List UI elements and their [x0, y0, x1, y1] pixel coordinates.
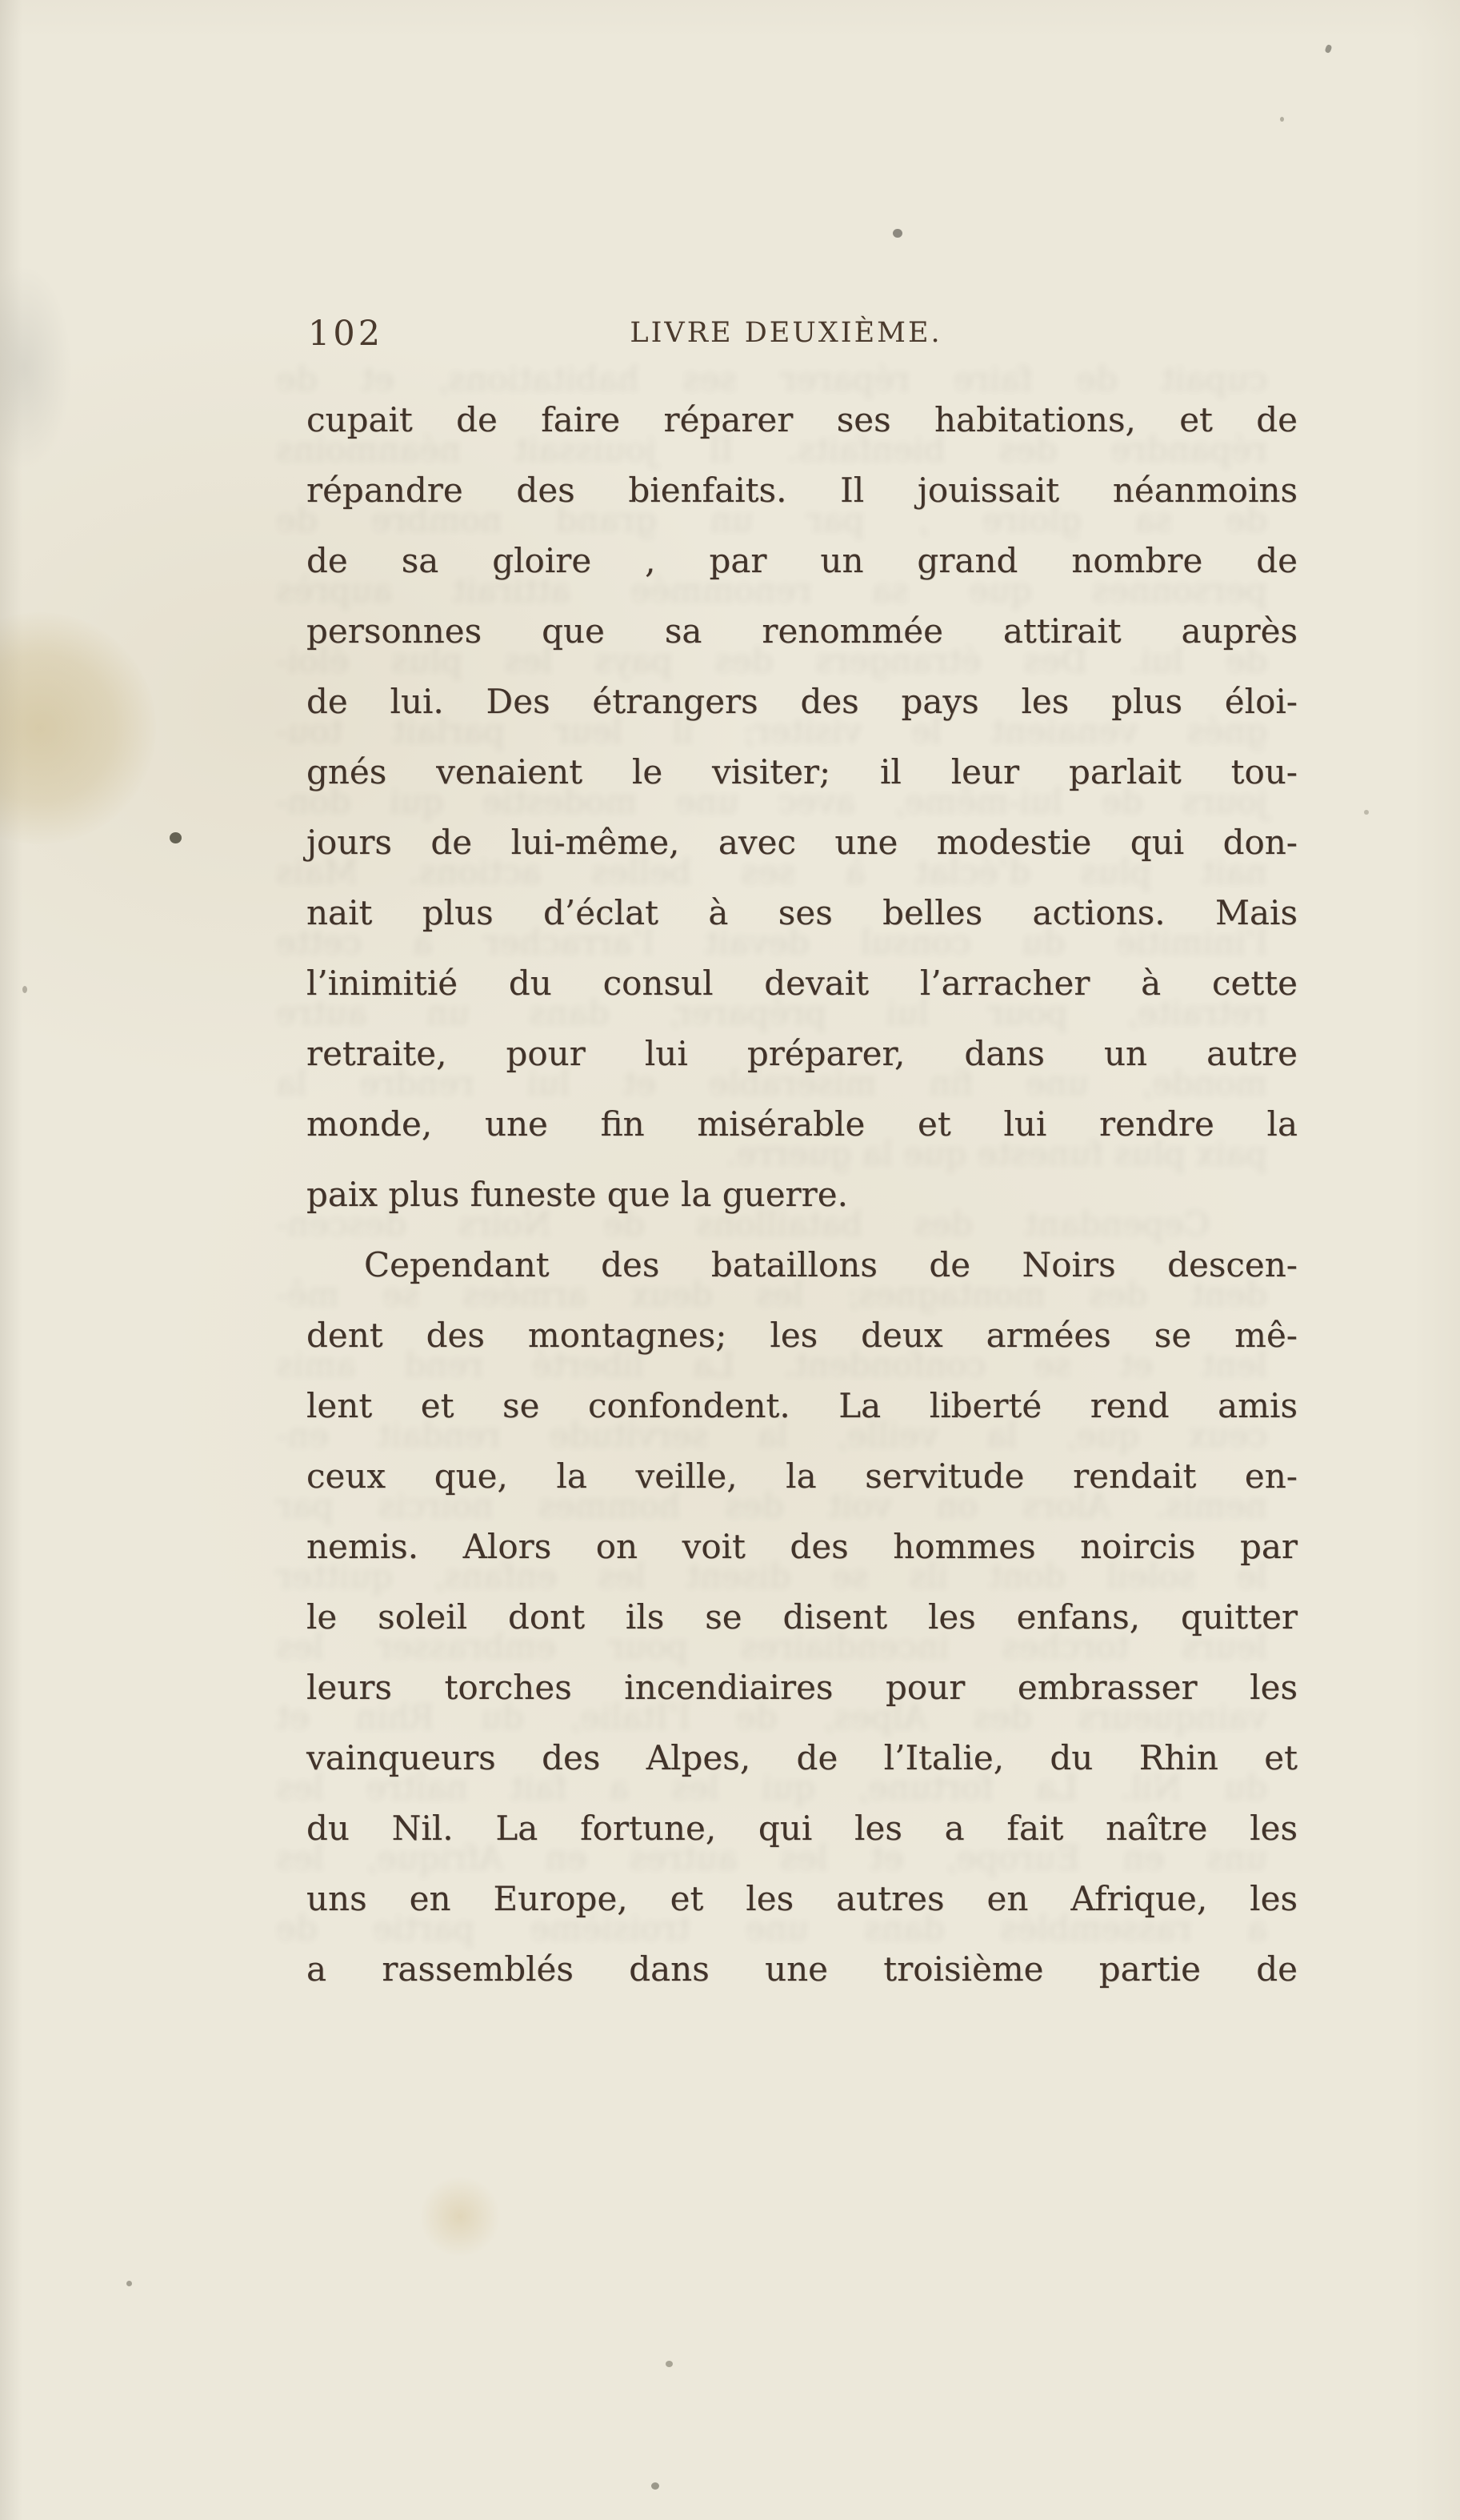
running-title: LIVRE DEUXIÈME. — [630, 317, 942, 349]
text-line: leurs torches incendiaires pour embrasser les — [306, 1668, 1298, 1707]
text-line: personnes que sa renommée attirait auprès — [276, 571, 1267, 610]
ink-speck — [170, 832, 182, 843]
text-line: a rassemblés dans une troisième partie de — [276, 1909, 1267, 1948]
text-line: nemis. Alors on voit des hommes noircis par — [276, 1486, 1267, 1525]
text-line: l’inimitié du consul devait l’arracher à cette — [306, 964, 1298, 1003]
text-line: monde, une fin misérable et lui rendre la — [306, 1104, 1298, 1144]
text-line: gnés venaient le visiter; il leur parlait tou- — [276, 711, 1267, 751]
ink-speck — [651, 2482, 659, 2490]
ink-speck — [1325, 44, 1333, 54]
text-line: Cependant des bataillons de Noirs descen- — [364, 1245, 1298, 1284]
page-header — [306, 314, 1298, 354]
text-line: répandre des bienfaits. Il jouissait néanmoins — [306, 471, 1298, 510]
text-line: le soleil dont ils se disent les enfans, quitter — [306, 1597, 1298, 1637]
text-line: jours de lui-même, avec une modestie qui don- — [276, 782, 1267, 821]
text-line: de sa gloire , par un grand nombre de — [276, 500, 1267, 539]
text-line: uns en Europe, et les autres en Afrique, les — [306, 1879, 1298, 1918]
text-line: jours de lui-même, avec une modestie qui don- — [306, 823, 1298, 862]
text-line: leurs torches incendiaires pour embrasser les — [276, 1627, 1267, 1666]
text-line: vainqueurs des Alpes, de l’Italie, du Rhin et — [276, 1697, 1267, 1737]
text-line: retraite, pour lui préparer, dans un autre — [306, 1034, 1298, 1073]
text-line: dent des montagnes; les deux armées se mê- — [276, 1275, 1267, 1314]
text-line: ceux que, la veille, la servitude rendait en- — [276, 1416, 1267, 1455]
text-line: du Nil. La fortune, qui les a fait naître les — [306, 1809, 1298, 1848]
page-number: 102 — [308, 314, 384, 354]
paper-shadow-patch — [0, 264, 72, 472]
text-block — [306, 385, 1298, 2005]
text-line: lent et se confondent. La liberté rend amis — [276, 1345, 1267, 1384]
text-line: cupait de faire réparer ses habitations, et de — [306, 400, 1298, 439]
text-line: de lui. Des étrangers des pays les plus éloi- — [276, 641, 1267, 680]
text-line: uns en Europe, et les autres en Afrique, les — [276, 1838, 1267, 1877]
text-line: personnes que sa renommée attirait auprès — [306, 611, 1298, 651]
ink-speck — [1364, 810, 1369, 815]
text-line: paix plus funeste que la guerre. — [726, 1134, 1267, 1173]
text-line: nait plus d’éclat à ses belles actions. Mais — [306, 893, 1298, 932]
text-line: le soleil dont ils se disent les enfans, quitter — [276, 1556, 1267, 1596]
text-line: gnés venaient le visiter; il leur parlait tou- — [306, 752, 1298, 791]
paper-stain — [416, 2173, 504, 2261]
text-line: de sa gloire , par un grand nombre de — [306, 541, 1298, 580]
text-line: paix plus funeste que la guerre. — [306, 1175, 848, 1214]
text-line: dent des montagnes; les deux armées se mê- — [306, 1316, 1298, 1355]
text-line: nait plus d’éclat à ses belles actions. Mais — [276, 852, 1267, 891]
text-line: l’inimitié du consul devait l’arracher à cette — [276, 923, 1267, 962]
text-line: monde, une fin misérable et lui rendre la — [276, 1064, 1267, 1103]
ink-speck — [893, 229, 902, 238]
ink-speck — [126, 2281, 132, 2286]
paper-stain — [0, 612, 156, 844]
ink-speck — [1280, 117, 1284, 122]
ink-speck — [666, 2361, 673, 2367]
text-line: lent et se confondent. La liberté rend amis — [306, 1386, 1298, 1425]
text-line: vainqueurs des Alpes, de l’Italie, du Rhin et — [306, 1738, 1298, 1777]
text-line: Cependant des bataillons de Noirs descen- — [276, 1204, 1210, 1244]
text-line: retraite, pour lui préparer, dans un autre — [276, 993, 1267, 1032]
text-line: a rassemblés dans une troisième partie de — [306, 1949, 1298, 1989]
text-line: nemis. Alors on voit des hommes noircis par — [306, 1527, 1298, 1566]
text-line: répandre des bienfaits. Il jouissait néanmoins — [276, 430, 1267, 469]
text-line: cupait de faire réparer ses habitations, et de — [276, 359, 1267, 399]
text-line: ceux que, la veille, la servitude rendait en- — [306, 1456, 1298, 1496]
text-line: de lui. Des étrangers des pays les plus éloi- — [306, 682, 1298, 721]
text-line: du Nil. La fortune, qui les a fait naître les — [276, 1768, 1267, 1807]
ink-speck — [22, 986, 27, 993]
